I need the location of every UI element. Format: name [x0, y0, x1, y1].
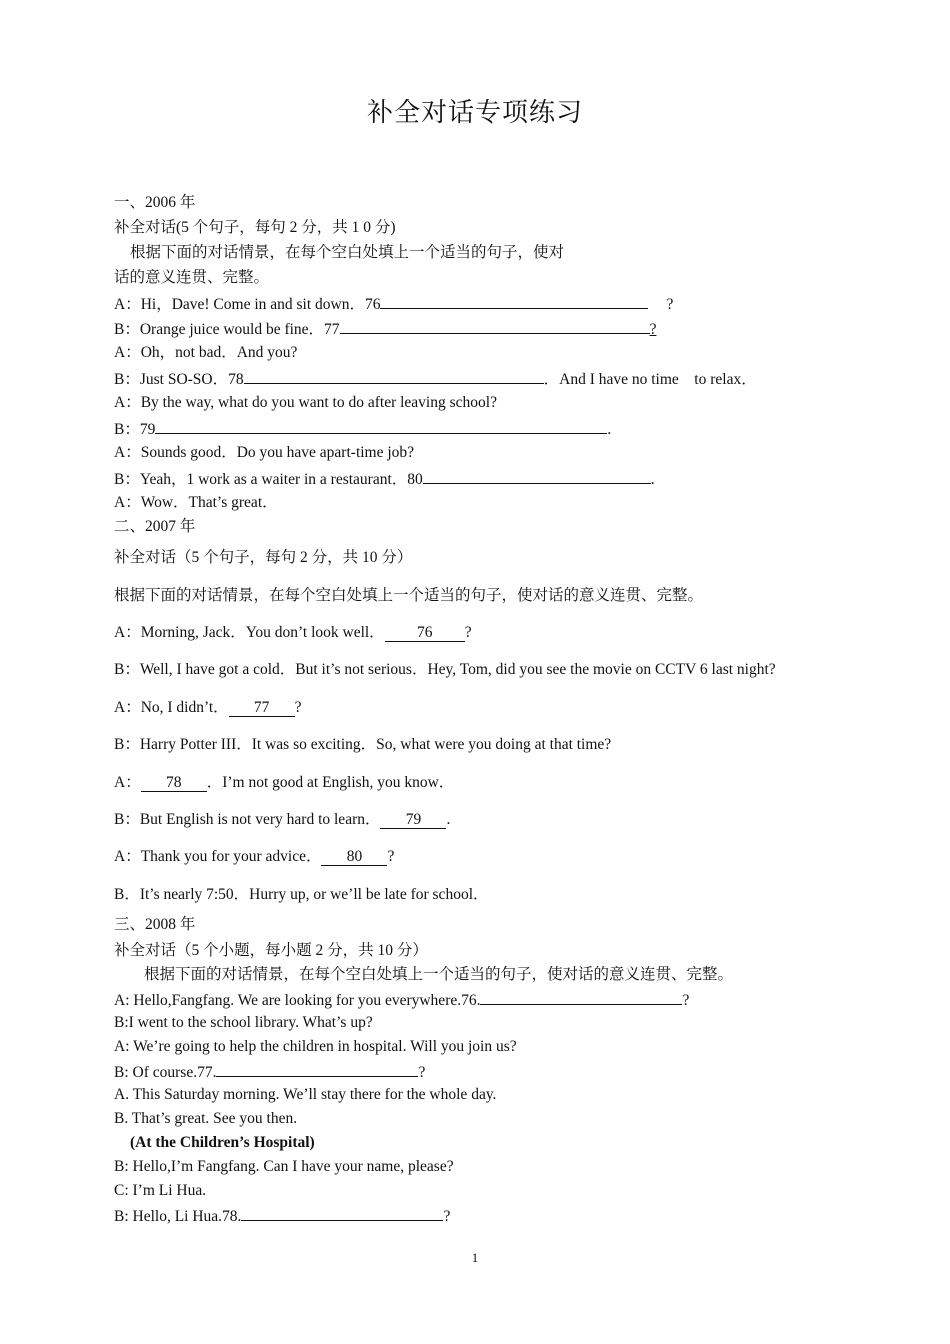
scene-heading: (At the Children’s Hospital) — [130, 1134, 315, 1151]
answer-blank[interactable]: 79 — [380, 812, 446, 829]
dialogue-line: B：Orange juice would be fine．77 ? — [114, 318, 656, 340]
answer-blank[interactable]: 80 — [321, 849, 387, 866]
answer-blank[interactable] — [480, 989, 682, 1005]
instruction: 补全对话（5 个句子，每句 2 分，共 10 分） — [114, 549, 413, 566]
dialogue-line: B．It’s nearly 7:50．Hurry up, or we’ll be late for school． — [114, 886, 489, 903]
dialogue-line: B: Hello,I’m Fangfang. Can I have your name, please? — [114, 1158, 454, 1175]
dialogue-line: B：Harry Potter III．It was so exciting．So, what were you doing at that time? — [114, 736, 612, 753]
dialogue-line: A. This Saturday morning. We’ll stay there for the whole day. — [114, 1086, 497, 1103]
dialogue-line: A：No, I didn’t． 77 ? — [114, 699, 302, 716]
section-heading-2008: 三、2008 年 — [114, 916, 196, 933]
page-number: 1 — [471, 1250, 479, 1265]
dialogue-line: A：Thank you for your advice． 80 ? — [114, 848, 395, 865]
instruction: 根据下面的对话情景，在每个空白处填上一个适当的句子，使对话的意义连贯、完整。 — [114, 587, 704, 604]
dialogue-line: C: I’m Li Hua. — [114, 1182, 207, 1199]
page-title: 补全对话专项练习 — [366, 98, 583, 127]
answer-blank[interactable] — [340, 318, 650, 334]
answer-blank[interactable] — [423, 468, 651, 484]
dialogue-line: B：Well, I have got a cold．But it’s not serious．Hey, Tom, did you see the movie on CCTV 6 last night? — [114, 661, 776, 678]
instruction: 补全对话（5 个小题，每小题 2 分，共 10 分） — [114, 942, 428, 959]
answer-blank[interactable]: 76 — [385, 625, 465, 642]
dialogue-line: B：79 . — [114, 418, 611, 440]
dialogue-line: A：Wow．That’s great． — [114, 494, 278, 511]
dialogue-line: B: Hello, Li Hua.78. ? — [114, 1205, 450, 1227]
answer-blank[interactable] — [244, 368, 544, 384]
answer-blank[interactable] — [216, 1061, 418, 1077]
instruction: 根据下面的对话情景，在每个空白处填上一个适当的句子，使对话的意义连贯、完整。 — [144, 966, 734, 983]
answer-blank[interactable] — [155, 418, 607, 434]
dialogue-line: A：Hi，Dave! Come in and sit down．76 ? — [114, 293, 673, 315]
dialogue-line: A：Sounds good．Do you have apart-time job? — [114, 444, 415, 461]
dialogue-line: A: Hello,Fangfang. We are looking for you everywhere.76. ? — [114, 989, 689, 1011]
dialogue-line: A：By the way, what do you want to do after leaving school? — [114, 394, 497, 411]
answer-blank[interactable]: 77 — [229, 700, 295, 717]
answer-blank[interactable]: 78 — [141, 775, 207, 792]
dialogue-line: B:I went to the school library. What’s up? — [114, 1014, 373, 1031]
dialogue-line: B：Yeah，1 work as a waiter in a restaurant．80 . — [114, 468, 655, 490]
answer-blank[interactable] — [380, 293, 648, 309]
section-heading-2007: 二、2007 年 — [114, 518, 196, 535]
dialogue-line: A：Oh，not bad．And you? — [114, 344, 298, 361]
dialogue-line: B. That’s great. See you then. — [114, 1110, 298, 1127]
instruction: 根据下面的对话情景，在每个空白处填上一个适当的句子，使对 — [130, 244, 565, 261]
answer-blank[interactable] — [241, 1205, 443, 1221]
dialogue-line: B：Just SO-SO．78 ．And I have no time to relax． — [114, 368, 757, 390]
instruction: 话的意义连贯、完整。 — [114, 269, 270, 286]
section-heading-2006: 一、2006 年 — [114, 194, 196, 211]
instruction: 补全对话(5 个句子，每句 2 分，共 1 0 分) — [114, 219, 396, 236]
dialogue-line: A：Morning, Jack．You don’t look well． 76 ? — [114, 624, 472, 641]
dialogue-line: A: We’re going to help the children in hospital. Will you join us? — [114, 1038, 517, 1055]
dialogue-line: B：But English is not very hard to learn． 79 . — [114, 811, 451, 828]
dialogue-line: A： 78 ．I’m not good at English, you know． — [114, 774, 455, 791]
dialogue-line: B: Of course.77. ? — [114, 1061, 425, 1083]
